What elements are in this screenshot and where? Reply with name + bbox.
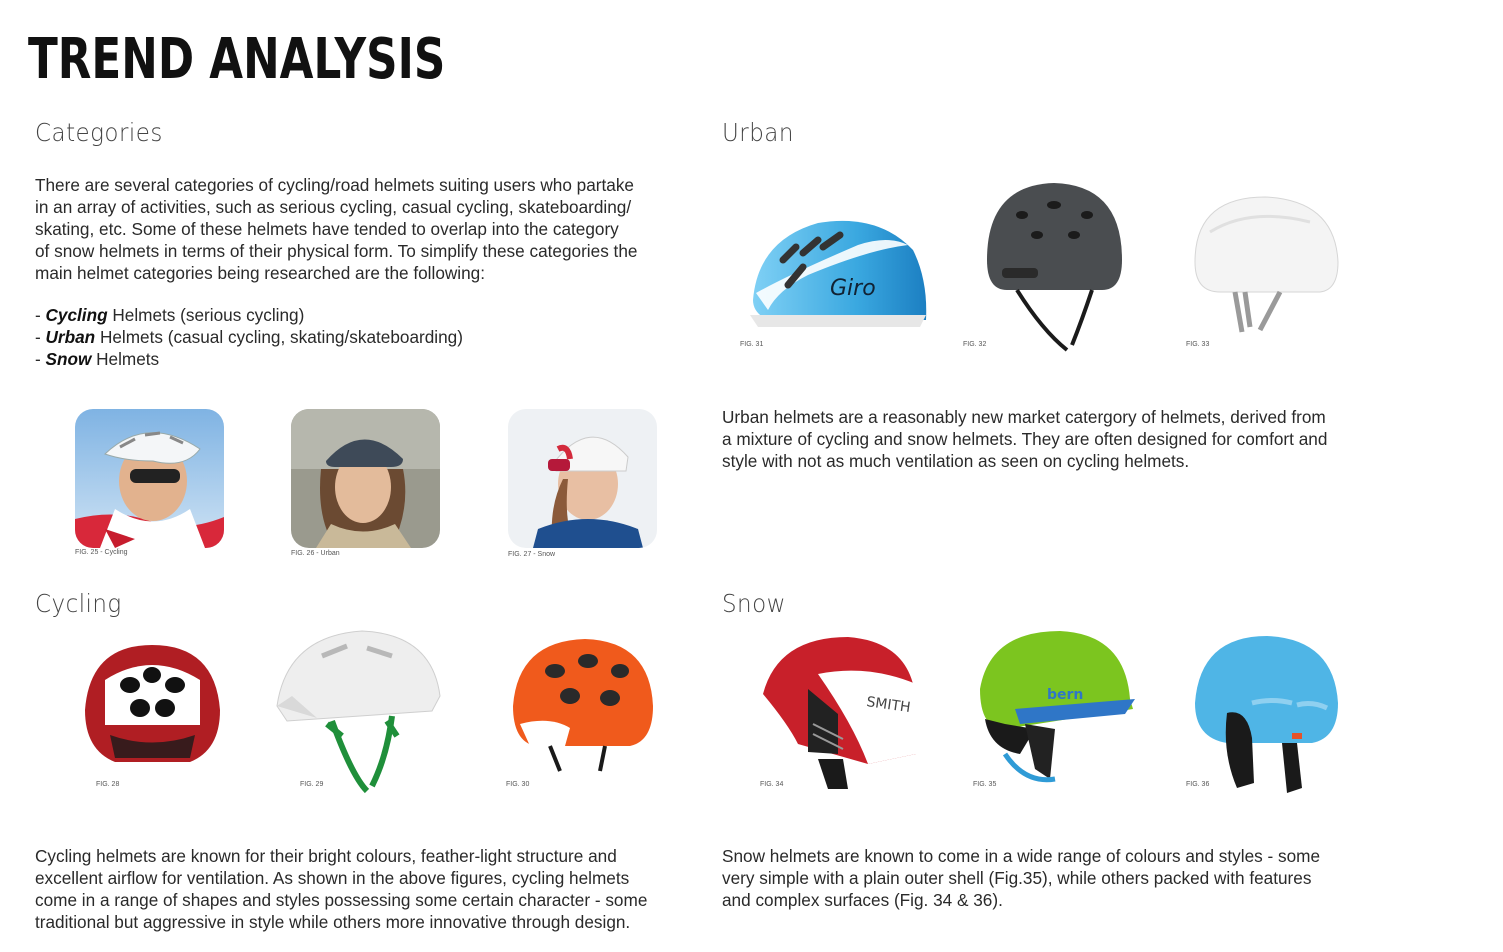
figure-caption: FIG. 31: [740, 341, 764, 348]
snow-paragraph: [722, 845, 1422, 911]
svg-text:SMITH: SMITH: [865, 694, 912, 717]
figure-caption: FIG. 28: [96, 781, 120, 788]
categories-paragraph: [35, 174, 695, 284]
figure-caption: FIG. 33: [1186, 341, 1210, 348]
figure-caption: FIG. 29: [300, 781, 324, 788]
paragraph-line: of snow helmets in terms of their physical form. To simplify these categories the: [35, 241, 638, 261]
paragraph-line: very simple with a plain outer shell (Fig.35), while others packed with features: [722, 868, 1312, 888]
blue-snow-helmet: [1192, 633, 1340, 795]
white-mtb-helmet: [272, 626, 442, 796]
smith-snow-helmet: [758, 634, 918, 794]
skier-photo: [508, 409, 657, 548]
urban-heading: Urban: [722, 118, 794, 147]
figure-caption: FIG. 27 - Snow: [508, 551, 556, 558]
svg-text:Giro: Giro: [830, 276, 876, 301]
figure-caption: FIG. 26 - Urban: [291, 550, 340, 557]
figure-caption: FIG. 34: [760, 781, 784, 788]
paragraph-line: in an array of activities, such as serious cycling, casual cycling, skateboarding/: [35, 197, 632, 217]
orange-cycling-helmet: [510, 636, 655, 776]
cycling-paragraph: [35, 845, 715, 933]
figure-caption: FIG. 35: [973, 781, 997, 788]
cyclist-photo: [75, 409, 224, 548]
figure-caption: FIG. 36: [1186, 781, 1210, 788]
figure-caption: FIG. 25 - Cycling: [75, 549, 128, 556]
paragraph-line: a mixture of cycling and snow helmets. They are often designed for comfort and: [722, 429, 1328, 449]
paragraph-line: traditional but aggressive in style while others more innovative through design.: [35, 912, 631, 932]
figure-caption: FIG. 32: [963, 341, 987, 348]
paragraph-line: Snow helmets are known to come in a wide range of colours and styles - some: [722, 846, 1321, 866]
cycling-heading: Cycling: [35, 589, 122, 618]
snow-heading: Snow: [722, 589, 786, 618]
list-item: - Cycling Helmets (serious cycling): [35, 305, 305, 325]
red-cycling-helmet: [80, 640, 225, 770]
paragraph-line: come in a range of shapes and styles possessing some certain character - some: [35, 890, 648, 910]
svg-text:bern: bern: [1047, 687, 1084, 703]
paragraph-line: and complex surfaces (Fig. 34 & 36).: [722, 890, 1003, 910]
urban-paragraph: [722, 406, 1422, 472]
paragraph-line: excellent airflow for ventilation. As shown in the above figures, cycling helmets: [35, 868, 630, 888]
paragraph-line: Urban helmets are a reasonably new market catergory of helmets, derived from: [722, 407, 1326, 427]
categories-heading: Categories: [35, 118, 163, 147]
paragraph-line: skating, etc. Some of these helmets have tended to overlap into the category: [35, 219, 619, 239]
list-item: - Snow Helmets: [35, 349, 160, 369]
list-item: - Urban Helmets (casual cycling, skating/skateboarding): [35, 327, 463, 347]
white-urban-helmet: [1190, 192, 1340, 337]
paragraph-line: main helmet categories being researched are the following:: [35, 263, 485, 283]
figure-caption: FIG. 30: [506, 781, 530, 788]
giro-urban-helmet: [748, 205, 928, 340]
paragraph-line: There are several categories of cycling/road helmets suiting users who partake: [35, 175, 634, 195]
category-list: [35, 304, 463, 370]
bern-snow-helmet: [975, 629, 1137, 789]
urban-rider-photo: [291, 409, 440, 548]
page-title: TREND ANALYSIS: [28, 27, 446, 92]
paragraph-line: style with not as much ventilation as seen on cycling helmets.: [722, 451, 1190, 471]
paragraph-line: Cycling helmets are known for their bright colours, feather-light structure and: [35, 846, 617, 866]
grey-urban-helmet: [982, 180, 1127, 355]
